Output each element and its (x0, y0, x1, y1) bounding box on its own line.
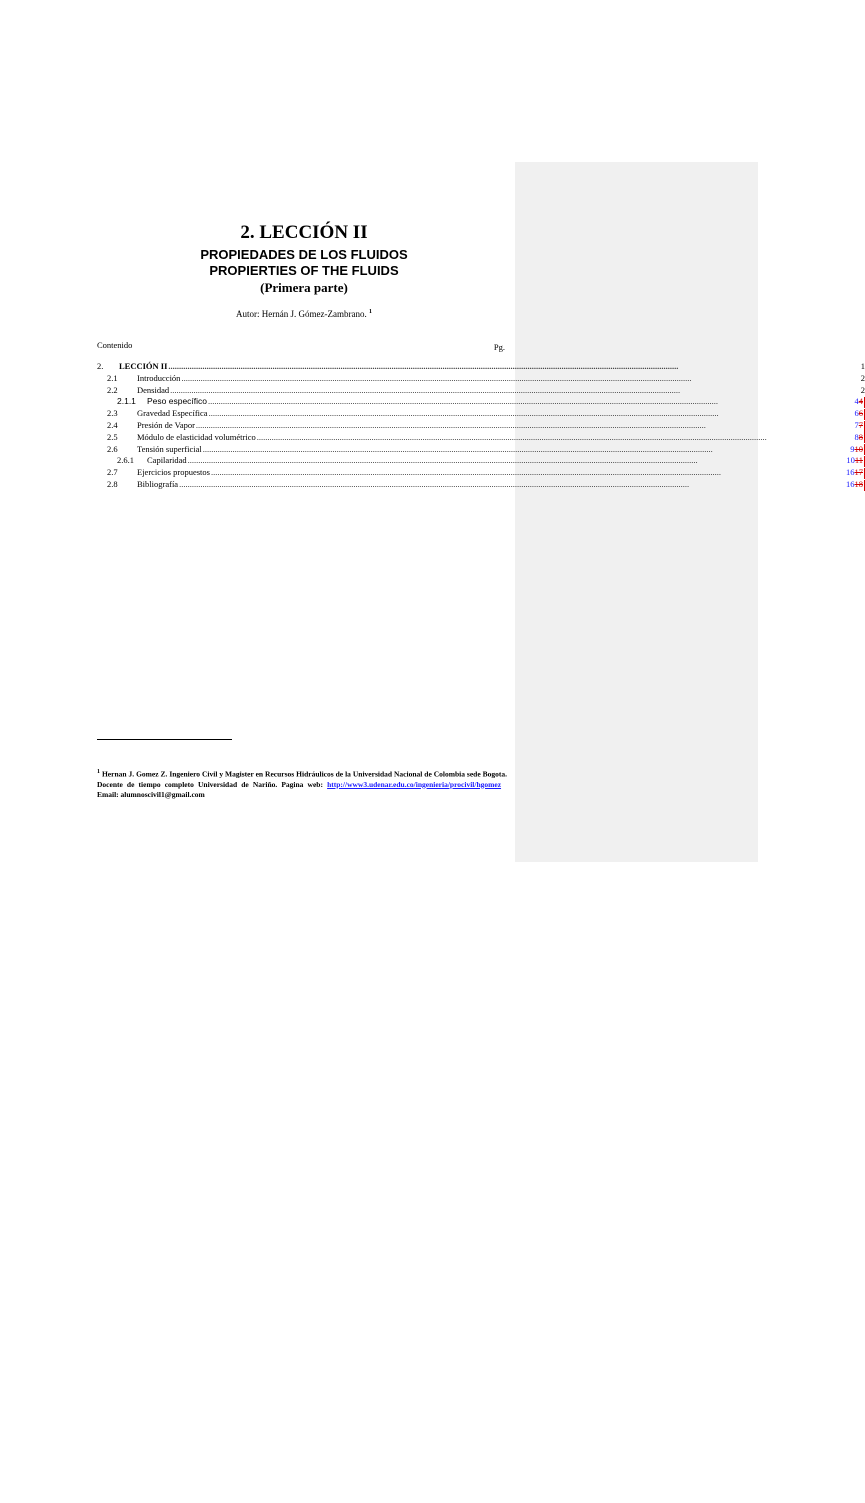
toc-entry-label: Gravedad Específica (137, 408, 208, 419)
toc-entry-number: 2.4 (107, 419, 118, 430)
toc-entry[interactable] (97, 431, 863, 444)
toc-page-number: 2 (860, 372, 865, 383)
toc-entry-number: 2.5 (107, 431, 118, 442)
subtitle-part: (Primera parte) (260, 280, 348, 295)
toc-page-number: 16 (846, 467, 855, 478)
toc-entry[interactable] (97, 443, 863, 456)
toc-entry-number: 2.7 (107, 467, 118, 478)
toc-page-number: 9 (850, 443, 855, 454)
toc-page-number: 1 (860, 361, 865, 371)
toc-entry[interactable] (97, 419, 863, 432)
toc-entry-label: LECCIÓN II (119, 361, 168, 371)
toc-entry-label: Capilaridad (147, 455, 187, 466)
toc-page-number: 6 (854, 408, 859, 419)
toc-entry[interactable] (97, 384, 865, 397)
toc-entry-label: Bibliografía (137, 478, 179, 489)
footnote-separator (97, 739, 232, 740)
toc-page-heading: Pg. (493, 342, 505, 352)
subtitle-english: PROPIERTIES OF THE FLUIDS (209, 263, 399, 278)
toc-entry-label: Introducción (137, 372, 181, 383)
toc-entry-number: 2.6.1 (117, 455, 134, 466)
toc-entry-number: 2.1 (107, 372, 118, 383)
toc-entry[interactable] (97, 478, 863, 491)
toc-page-number-deleted: 8 (858, 431, 863, 442)
toc-header (97, 340, 511, 350)
author-line (97, 309, 511, 319)
toc-entry-number: 2.6 (107, 443, 118, 454)
toc-heading: Contenido (97, 340, 133, 350)
footnote-text: Hernan J. Gomez Z. Ingeniero Civil y Magister en Recursos Hidráulicos de la Universidad Nacional de Colombia sede Bogota. Docente de tiempo completo Universidad de Nariño. Pagina web: (97, 769, 508, 789)
toc-page-number: 10 (846, 455, 855, 466)
toc-entry-number: 2. (97, 361, 104, 371)
toc-entry[interactable] (97, 372, 865, 385)
toc-entry-label: Densidad (137, 384, 170, 395)
toc-entry[interactable] (97, 396, 863, 408)
toc-page-number-deleted: 6 (858, 408, 863, 419)
footnote-email: Email: alumnoscivil1@gmail.com (97, 789, 205, 799)
table-of-contents (97, 361, 865, 491)
toc-page-number-deleted: 17 (854, 467, 863, 478)
toc-page-number-deleted: 7 (858, 419, 863, 430)
toc-page-number: 7 (854, 419, 859, 430)
toc-page-number: 16 (846, 478, 855, 489)
toc-page-number-deleted: 18 (854, 478, 863, 489)
toc-entry-number: 2.1.1 (117, 396, 136, 407)
footnote (97, 767, 507, 800)
toc-page-number: 8 (854, 431, 859, 442)
toc-entry-page (97, 479, 865, 1503)
toc-page-number-deleted: 11 (854, 455, 863, 466)
subtitle-spanish: PROPIEDADES DE LOS FLUIDOS (200, 247, 408, 262)
toc-entry-number: 2.3 (107, 408, 118, 419)
toc-entry-label: Peso específico (147, 396, 208, 407)
toc-page-number-deleted: 4 (858, 396, 863, 407)
chapter-title: 2. LECCIÓN II (240, 222, 368, 243)
toc-entry-number: 2.8 (107, 478, 118, 489)
toc-entry-number: 2.2 (107, 384, 118, 395)
footnote-mark: 1 (97, 769, 100, 775)
author-footnote-mark[interactable]: 1 (368, 309, 372, 315)
toc-entry[interactable] (97, 361, 865, 373)
footnote-link[interactable]: http://www3.udenar.edu.co/ingenieria/procivil/hgomez (327, 779, 502, 789)
toc-entry-label: Módulo de elasticidad volumétrico (137, 431, 256, 442)
toc-entry-label: Tensión superficial (137, 443, 202, 454)
toc-entry-label: Presión de Vapor (137, 419, 195, 430)
toc-entry[interactable] (97, 467, 863, 479)
author-text: Autor: Hernán J. Gómez-Zambrano. (236, 309, 367, 319)
toc-page-number: 4 (854, 396, 859, 407)
toc-entry[interactable] (97, 455, 863, 467)
toc-page-number: 2 (860, 384, 865, 395)
toc-entry-label: Ejercicios propuestos (137, 467, 210, 478)
toc-entry[interactable] (97, 408, 863, 420)
toc-page-number-deleted: 10 (854, 443, 863, 454)
